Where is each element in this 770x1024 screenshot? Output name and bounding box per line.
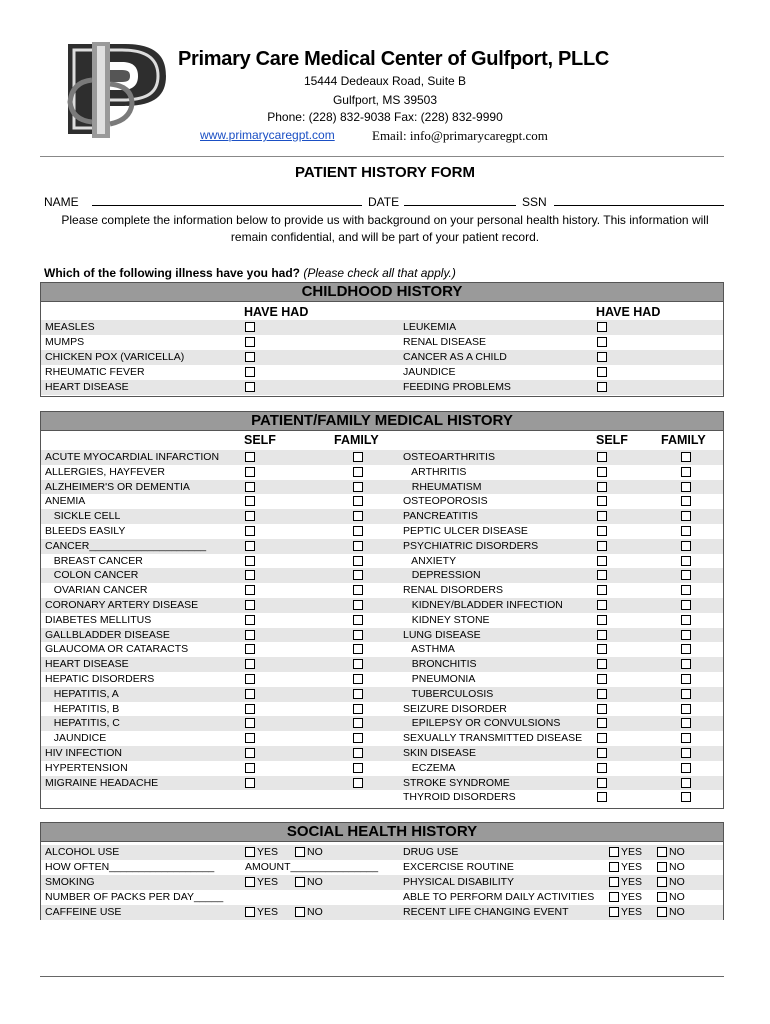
condition-label: DEPRESSION [403,569,481,582]
condition-label: CORONARY ARTERY DISEASE [45,599,199,611]
self-checkbox[interactable] [597,792,607,802]
self-checkbox[interactable] [597,763,607,773]
family-checkbox[interactable] [353,556,363,566]
social-right-no-checkbox[interactable] [657,847,667,857]
family-checkbox[interactable] [353,689,363,699]
website-link[interactable]: www.primarycaregpt.com [200,128,335,142]
family-checkbox[interactable] [353,496,363,506]
condition-label: ANXIETY [403,554,457,567]
have-had-checkbox[interactable] [597,352,607,362]
social-right-yes-checkbox[interactable] [609,907,619,917]
self-checkbox[interactable] [245,600,255,610]
social-left-no-label: NO [307,906,323,918]
condition-label: SEXUALLY TRANSMITTED DISEASE [403,732,583,745]
table-row [41,539,723,554]
social-left-yes-checkbox[interactable] [245,847,255,857]
table-row [41,776,723,791]
have-had-checkbox[interactable] [245,367,255,377]
table-row [41,380,723,395]
have-had-header-left: HAVE HAD [244,305,309,319]
family-checkbox[interactable] [353,630,363,640]
self-checkbox[interactable] [245,615,255,625]
question-note: (Please check all that apply.) [303,266,456,280]
family-checkbox[interactable] [353,600,363,610]
condition-label: SKIN DISEASE [403,747,476,759]
social-history-section [40,822,724,920]
family-checkbox[interactable] [353,674,363,684]
condition-label: SICKLE CELL [45,510,121,523]
family-checkbox[interactable] [353,585,363,595]
family-checkbox[interactable] [353,452,363,462]
family-checkbox[interactable] [681,763,691,773]
self-checkbox[interactable] [245,526,255,536]
table-row [41,890,723,905]
condition-label: LEUKEMIA [403,321,457,333]
header-divider [40,156,724,157]
self-checkbox[interactable] [597,630,607,640]
self-checkbox[interactable] [597,718,607,728]
self-checkbox[interactable] [597,496,607,506]
condition-label: DIABETES MELLITUS [45,613,152,626]
self-checkbox[interactable] [245,452,255,462]
phone-fax: Phone: (228) 832-9038 Fax: (228) 832-9990 [267,110,503,124]
family-checkbox[interactable] [681,496,691,506]
question-text: Which of the following illness have you had? [44,266,301,280]
table-row [41,365,723,380]
self-checkbox[interactable] [245,704,255,714]
social-label: CAFFEINE USE [45,906,122,918]
family-checkbox[interactable] [353,482,363,492]
family-checkbox[interactable] [681,556,691,566]
address-line-2: Gulfport, MS 39503 [332,93,438,107]
self-checkbox[interactable] [245,644,255,654]
clinic-logo [62,40,174,140]
family-checkbox[interactable] [681,778,691,788]
social-right-no-label: NO [669,861,685,873]
condition-label: OSTEOARTHRITIS [403,451,495,463]
family-checkbox[interactable] [681,511,691,521]
family-checkbox[interactable] [681,733,691,743]
have-had-checkbox[interactable] [597,382,607,392]
have-had-checkbox[interactable] [597,367,607,377]
email-address: Email: info@primarycaregpt.com [372,128,548,143]
family-checkbox[interactable] [353,644,363,654]
condition-label: CANCER AS A CHILD [403,351,507,363]
table-row [41,494,723,509]
condition-label: MIGRAINE HEADACHE [45,776,159,789]
family-checkbox[interactable] [353,659,363,669]
family-checkbox[interactable] [681,748,691,758]
ssn-field[interactable] [554,195,724,209]
social-left-yes-checkbox[interactable] [245,907,255,917]
family-checkbox[interactable] [353,704,363,714]
condition-label: HIV INFECTION [45,747,123,759]
social-left-no-checkbox[interactable] [295,877,305,887]
social-right-no-label: NO [669,906,685,918]
condition-label: THYROID DISORDERS [403,791,516,804]
self-checkbox[interactable] [245,674,255,684]
family-checkbox[interactable] [353,615,363,625]
social-label: NUMBER OF PACKS PER DAY_____ [45,891,224,903]
condition-label: ANEMIA [45,495,86,508]
table-row [41,657,723,672]
childhood-history-title: CHILDHOOD HISTORY [41,283,723,302]
name-field[interactable] [92,195,362,209]
self-checkbox[interactable] [245,511,255,521]
table-row [41,790,723,805]
self-checkbox[interactable] [245,778,255,788]
table-row [41,613,723,628]
self-checkbox[interactable] [597,704,607,714]
self-header-right: SELF [596,433,628,447]
intro-line-2: remain confidential, and will be part of your patient record. [230,230,540,244]
social-right-no-checkbox[interactable] [657,862,667,872]
table-row [41,860,723,875]
clinic-name: Primary Care Medical Center of Gulfport, PLLC [178,48,610,70]
social-right-yes-checkbox[interactable] [609,862,619,872]
intro-line-1: Please complete the information below to provide us with background on your personal health history. This information will [61,213,709,227]
family-checkbox[interactable] [681,452,691,462]
condition-label: CANCER____________________ [45,539,207,552]
condition-label: BLEEDS EASILY [45,525,126,537]
social-left-no-checkbox[interactable] [295,907,305,917]
self-checkbox[interactable] [597,467,607,477]
condition-label: ECZEMA [403,761,456,774]
family-checkbox[interactable] [681,585,691,595]
social-history-title: SOCIAL HEALTH HISTORY [41,823,723,842]
family-checkbox[interactable] [681,792,691,802]
family-checkbox[interactable] [681,615,691,625]
condition-label: MEASLES [45,321,95,333]
table-row [41,554,723,569]
self-checkbox[interactable] [597,659,607,669]
condition-label: CHICKEN POX (VARICELLA) [45,351,185,363]
social-right-yes-checkbox[interactable] [609,892,619,902]
condition-label: STROKE SYNDROME [403,776,510,789]
table-row [41,350,723,365]
table-row [41,875,723,890]
social-left-no-checkbox[interactable] [295,847,305,857]
table-row [41,672,723,687]
form-title: PATIENT HISTORY FORM [294,164,475,181]
condition-label: TUBERCULOSIS [403,687,494,700]
self-checkbox[interactable] [597,482,607,492]
family-header-right: FAMILY [661,433,706,447]
table-row [41,746,723,761]
self-checkbox[interactable] [597,541,607,551]
table-row [41,716,723,731]
self-checkbox[interactable] [597,615,607,625]
childhood-history-section [40,282,724,397]
table-row [41,702,723,717]
date-field[interactable] [404,195,516,209]
condition-label: HEPATITIS, C [45,717,120,730]
social-right-no-checkbox[interactable] [657,877,667,887]
family-checkbox[interactable] [353,526,363,536]
condition-label: GALLBLADDER DISEASE [45,628,170,641]
condition-label: HEPATITIS, A [45,687,119,700]
table-row [41,524,723,539]
social-label: PHYSICAL DISABILITY [403,876,515,888]
social-label: RECENT LIFE CHANGING EVENT [403,906,569,918]
condition-label: KIDNEY STONE [403,613,490,626]
family-checkbox[interactable] [681,482,691,492]
family-checkbox[interactable] [353,570,363,580]
condition-label: OSTEOPOROSIS [403,495,488,508]
social-label: ABLE TO PERFORM DAILY ACTIVITIES [403,891,595,903]
have-had-checkbox[interactable] [245,352,255,362]
table-row [41,598,723,613]
self-checkbox[interactable] [597,526,607,536]
social-right-no-checkbox[interactable] [657,907,667,917]
condition-label: HYPERTENSION [45,761,128,774]
family-checkbox[interactable] [681,689,691,699]
intro-text [40,212,730,246]
condition-label: EPILEPSY OR CONVULSIONS [403,717,561,730]
condition-label: PANCREATITIS [403,510,478,523]
condition-label: BRONCHITIS [403,658,477,671]
family-checkbox[interactable] [681,541,691,551]
table-row [41,687,723,702]
condition-label: ARTHRITIS [403,465,467,478]
condition-label: RHEUMATISM [403,480,482,493]
condition-label: LUNG DISEASE [403,628,481,641]
table-row [41,450,723,465]
family-checkbox[interactable] [681,659,691,669]
social-right-no-checkbox[interactable] [657,892,667,902]
family-checkbox[interactable] [353,541,363,551]
social-right-yes-label: YES [621,861,643,873]
have-had-checkbox[interactable] [245,337,255,347]
name-label: NAME [44,195,79,209]
condition-label: PSYCHIATRIC DISORDERS [403,539,539,552]
social-right-yes-checkbox[interactable] [609,847,619,857]
social-left-yes-label: YES [257,876,279,888]
illness-question [44,266,456,280]
social-label: DRUG USE [403,846,459,858]
family-checkbox[interactable] [681,570,691,580]
have-had-header-right: HAVE HAD [596,305,661,319]
condition-label: JAUNDICE [45,732,107,745]
social-left-yes-label: YES [257,846,279,858]
self-checkbox[interactable] [245,748,255,758]
self-checkbox[interactable] [597,733,607,743]
social-right-yes-label: YES [621,891,643,903]
self-checkbox[interactable] [245,630,255,640]
self-checkbox[interactable] [597,644,607,654]
table-row [41,335,723,350]
condition-label: HEART DISEASE [45,381,129,393]
have-had-checkbox[interactable] [245,322,255,332]
condition-label: HEPATITIS, B [45,702,120,715]
family-checkbox[interactable] [681,674,691,684]
table-row [41,480,723,495]
table-row [41,845,723,860]
family-checkbox[interactable] [353,467,363,477]
self-checkbox[interactable] [597,511,607,521]
table-row [41,642,723,657]
self-checkbox[interactable] [245,659,255,669]
social-left-no-label: NO [307,846,323,858]
table-row [41,583,723,598]
amount-field[interactable]: AMOUNT_______________ [245,861,379,873]
social-label: SMOKING [45,876,95,888]
social-left-no-label: NO [307,876,323,888]
family-checkbox[interactable] [681,600,691,610]
self-checkbox[interactable] [245,733,255,743]
social-right-no-label: NO [669,876,685,888]
table-row [41,509,723,524]
self-checkbox[interactable] [597,570,607,580]
date-label: DATE [368,195,400,209]
self-checkbox[interactable] [597,778,607,788]
self-checkbox[interactable] [597,585,607,595]
have-had-checkbox[interactable] [597,337,607,347]
signature-line [40,976,724,977]
family-checkbox[interactable] [681,644,691,654]
condition-label: ACUTE MYOCARDIAL INFARCTION [45,451,220,463]
self-header-left: SELF [244,433,276,447]
condition-label: BREAST CANCER [45,554,143,567]
social-right-yes-label: YES [621,906,643,918]
condition-label: HEART DISEASE [45,658,129,671]
self-checkbox[interactable] [597,674,607,684]
condition-label: KIDNEY/BLADDER INFECTION [403,599,563,611]
social-label: ALCOHOL USE [45,846,120,858]
condition-label: JAUNDICE [403,366,456,378]
ssn-label: SSN [522,195,547,209]
table-row [41,761,723,776]
social-right-yes-checkbox[interactable] [609,877,619,887]
table-row [41,465,723,480]
family-header-left: FAMILY [334,433,379,447]
table-row [41,568,723,583]
condition-label: GLAUCOMA OR CATARACTS [45,643,189,656]
family-checkbox[interactable] [353,748,363,758]
condition-label: FEEDING PROBLEMS [403,381,511,393]
medical-history-title: PATIENT/FAMILY MEDICAL HISTORY [41,412,723,431]
social-right-no-label: NO [669,846,685,858]
condition-label: RENAL DISEASE [403,336,487,348]
self-checkbox[interactable] [245,496,255,506]
condition-label: SEIZURE DISORDER [403,702,507,715]
table-row [41,731,723,746]
condition-label: HEPATIC DISORDERS [45,673,155,685]
self-checkbox[interactable] [245,570,255,580]
social-right-yes-label: YES [621,876,643,888]
condition-label: ALZHEIMER'S OR DEMENTIA [45,480,190,493]
table-row [41,320,723,335]
self-checkbox[interactable] [597,452,607,462]
condition-label: PNEUMONIA [403,673,476,685]
self-checkbox[interactable] [597,556,607,566]
self-checkbox[interactable] [597,748,607,758]
self-checkbox[interactable] [597,600,607,610]
social-right-no-label: NO [669,891,685,903]
self-checkbox[interactable] [245,482,255,492]
social-label: HOW OFTEN__________________ [45,861,215,873]
family-checkbox[interactable] [681,467,691,477]
condition-label: RHEUMATIC FEVER [45,366,145,378]
self-checkbox[interactable] [245,541,255,551]
condition-label: OVARIAN CANCER [45,584,148,597]
table-row [41,628,723,643]
self-checkbox[interactable] [245,585,255,595]
table-row [41,905,723,920]
social-label: EXCERCISE ROUTINE [403,861,514,873]
family-checkbox[interactable] [681,630,691,640]
address-line-1: 15444 Dedeaux Road, Suite B [303,74,467,88]
self-checkbox[interactable] [245,467,255,477]
self-checkbox[interactable] [245,718,255,728]
social-right-yes-label: YES [621,846,643,858]
social-left-yes-checkbox[interactable] [245,877,255,887]
self-checkbox[interactable] [597,689,607,699]
medical-history-section [40,411,724,809]
condition-label: RENAL DISORDERS [403,584,503,597]
family-checkbox[interactable] [681,718,691,728]
condition-label: ASTHMA [403,643,455,656]
have-had-checkbox[interactable] [597,322,607,332]
family-checkbox[interactable] [353,778,363,788]
condition-label: MUMPS [45,336,85,348]
condition-label: ALLERGIES, HAYFEVER [45,465,166,478]
have-had-checkbox[interactable] [245,382,255,392]
family-checkbox[interactable] [353,511,363,521]
self-checkbox[interactable] [245,763,255,773]
family-checkbox[interactable] [681,704,691,714]
self-checkbox[interactable] [245,689,255,699]
condition-label: PEPTIC ULCER DISEASE [403,525,528,537]
social-left-yes-label: YES [257,906,279,918]
family-checkbox[interactable] [353,733,363,743]
family-checkbox[interactable] [353,718,363,728]
condition-label: COLON CANCER [45,569,139,582]
self-checkbox[interactable] [245,556,255,566]
family-checkbox[interactable] [353,763,363,773]
family-checkbox[interactable] [681,526,691,536]
